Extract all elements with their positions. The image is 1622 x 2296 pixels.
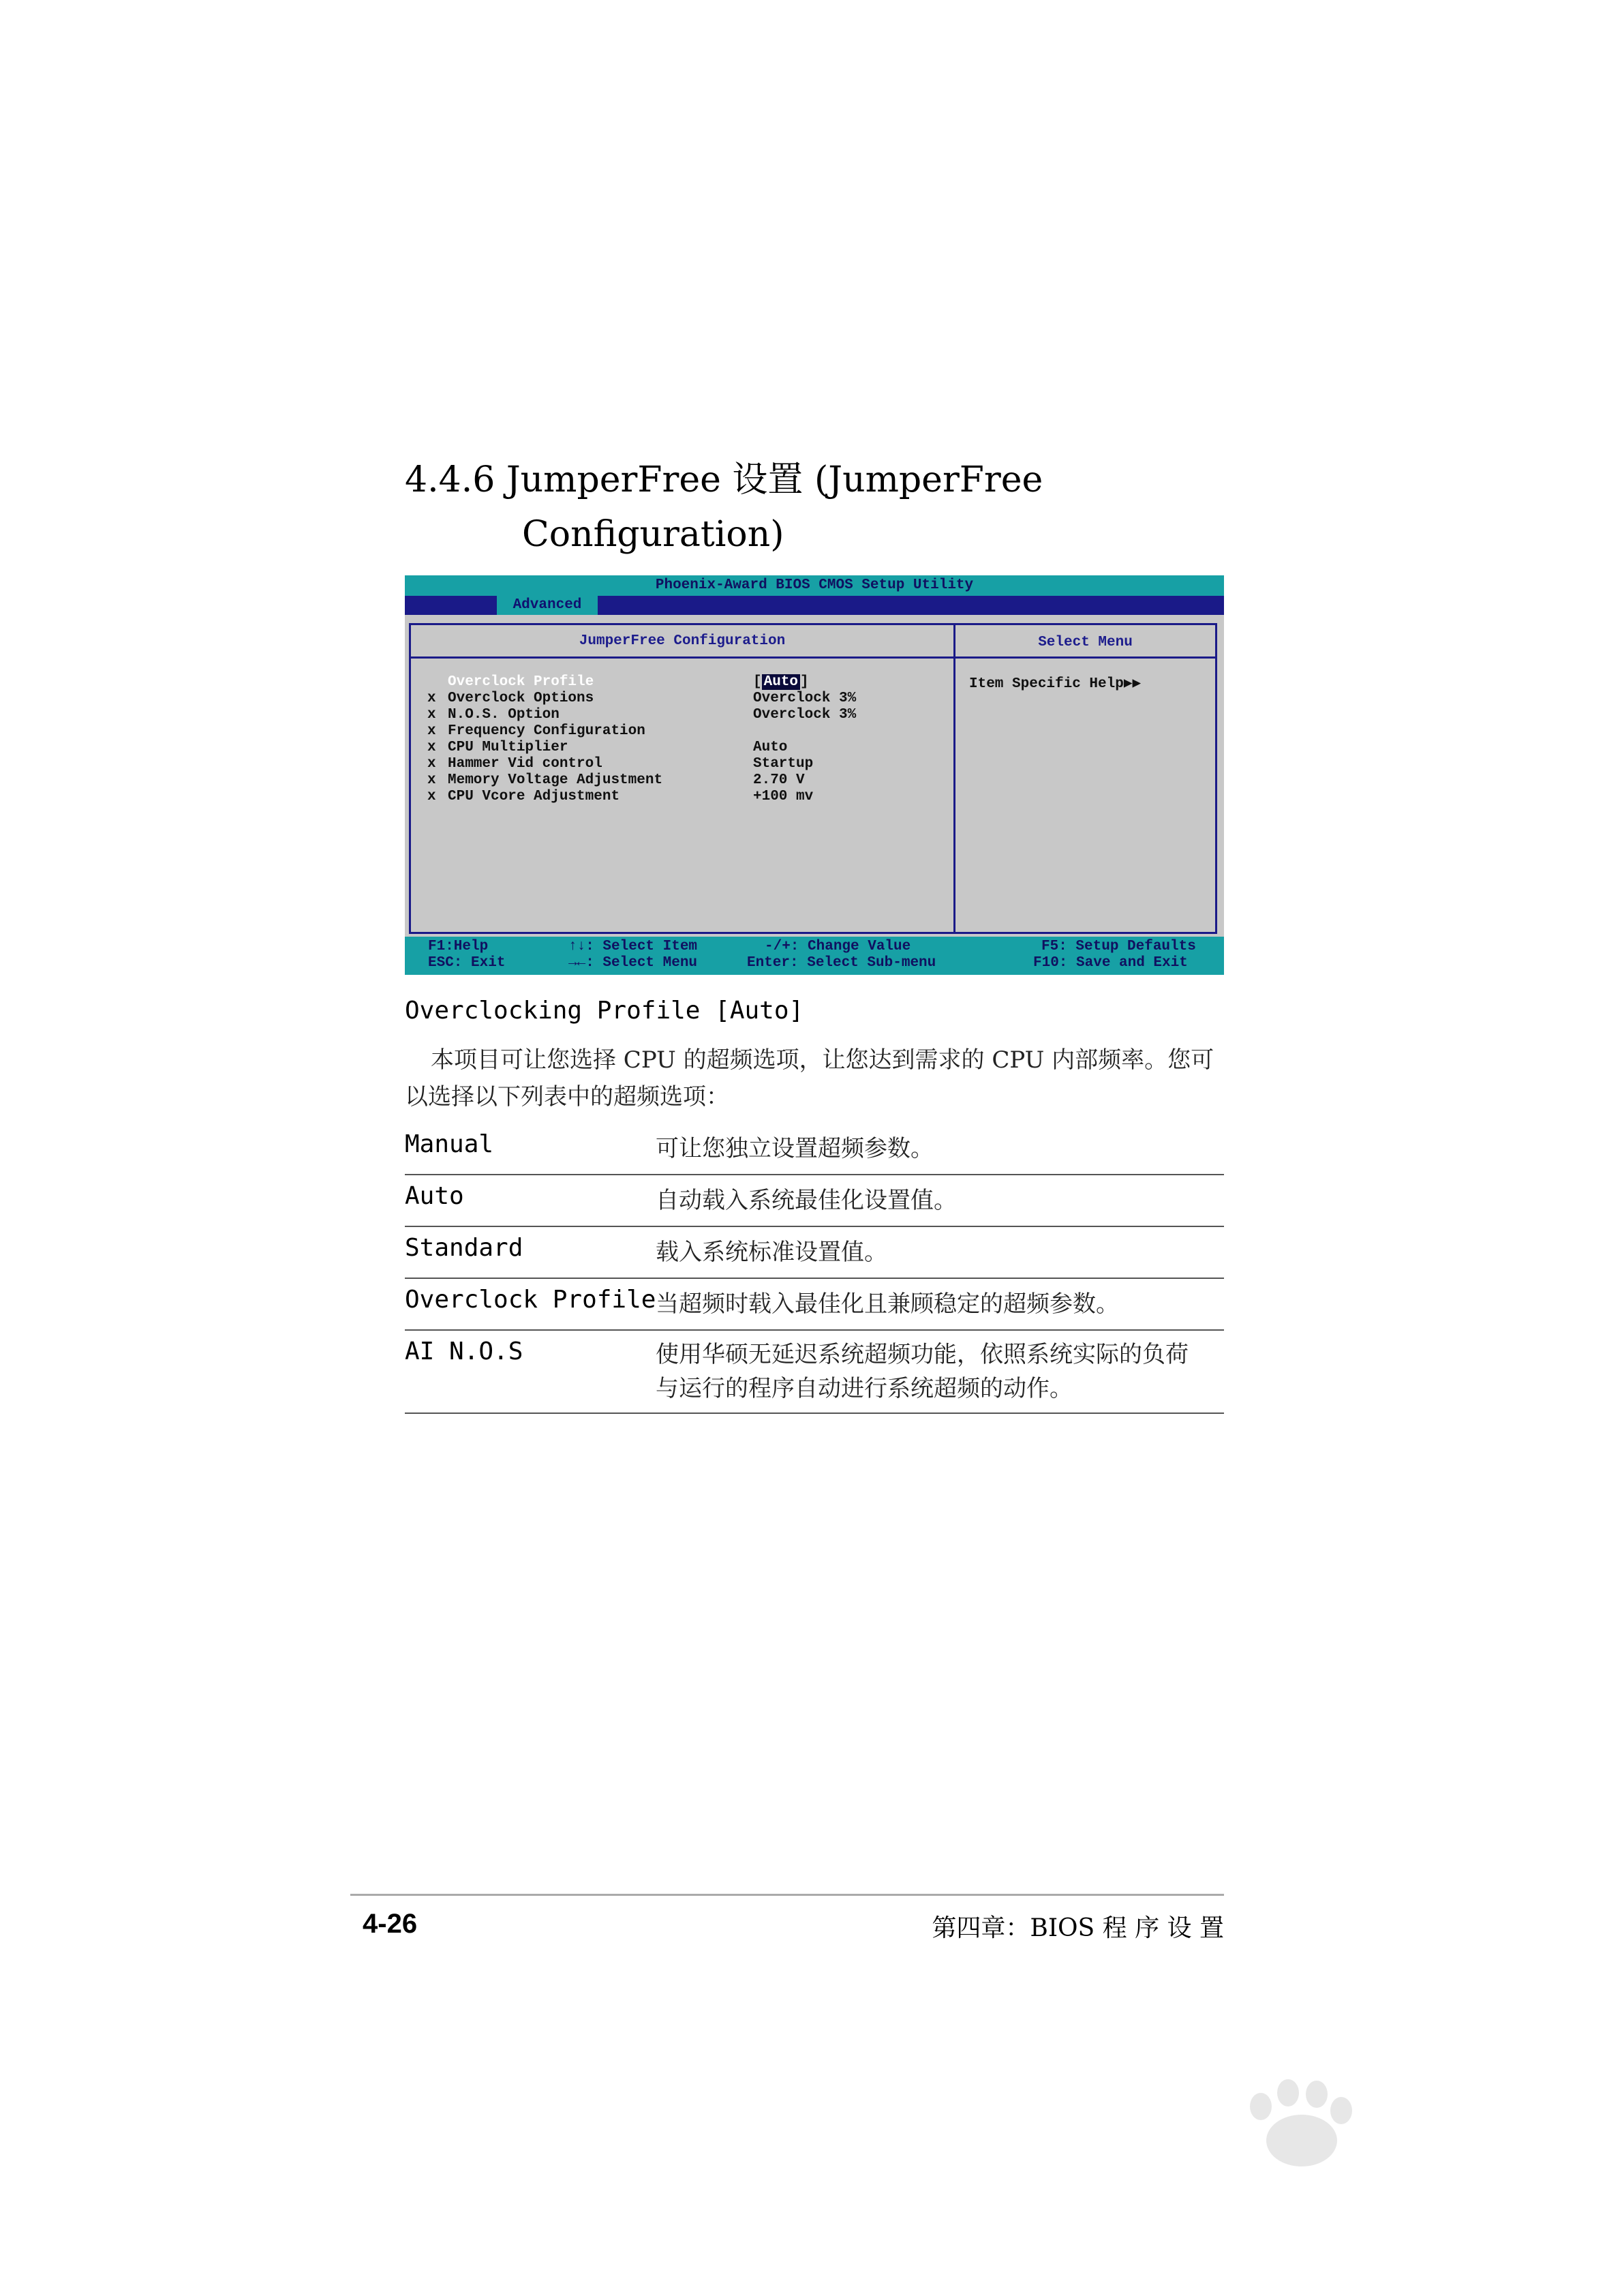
key-change-value: -/+: Change Value [765,939,911,954]
key-f1-help: F1:Help [428,939,489,954]
item-disabled-mark: x [427,756,436,772]
section-title-line2: Configuration) [522,514,784,555]
options-table [405,1123,1224,1414]
option-key: AI N.O.S [405,1338,523,1365]
item-value: Startup [753,756,814,772]
item-disabled-mark: x [427,691,436,706]
help-title: Select Menu [1038,635,1133,650]
item-specific-help: Item Specific Help▶▶ [969,676,1142,692]
option-key: Manual [405,1130,494,1158]
item-label: N.O.S. Option [448,707,560,723]
bios-item-overclock-profile[interactable] [427,674,945,691]
item-label: Hammer Vid control [448,756,602,772]
panel-divider-horizontal [411,656,1215,659]
key-enter-submenu: Enter: Select Sub-menu [747,955,936,971]
item-value: 2.70 V [753,772,805,788]
item-label: Overclock Options [448,691,594,706]
bios-panel [409,623,1217,934]
option-row-overclock-profile [405,1279,1224,1331]
item-disabled-mark: x [427,740,436,755]
item-label: Overclock Profile [448,674,594,690]
bios-item-list [427,674,945,805]
option-key: Standard [405,1234,523,1262]
option-row-standard [405,1227,1224,1279]
bios-item-overclock-options [427,691,945,707]
item-value: Overclock 3% [753,691,857,706]
key-select-menu: →←: Select Menu [568,955,698,971]
bios-tab-bar [405,596,1224,615]
bios-key-legend [405,937,1224,975]
chapter-title: 第四章：BIOS 程 序 设 置 [932,1914,1224,1942]
tab-advanced[interactable]: Advanced [497,596,598,615]
bios-item-hammer-vid-control [427,756,945,772]
subheading: Overclocking Profile [Auto] [405,997,804,1025]
key-f10-save-exit: F10: Save and Exit [1033,955,1188,971]
item-label: Frequency Configuration [448,723,645,739]
key-esc-exit: ESC: Exit [428,955,506,971]
key-f5-defaults: F5: Setup Defaults [1041,939,1196,954]
bios-item-cpu-vcore [427,789,945,805]
item-value-text: Auto [762,674,800,690]
item-value: Overclock 3% [753,707,857,723]
option-row-ai-nos [405,1331,1224,1414]
item-disabled-mark: x [427,707,436,723]
section-title-line1: 4.4.6 JumperFree 设置 (JumperFree [405,459,1043,500]
option-row-manual [405,1123,1224,1175]
bios-item-frequency-configuration [427,723,945,740]
bios-screenshot [405,575,1224,975]
bios-item-nos-option [427,707,945,723]
option-desc: 载入系统标准设置值。 [656,1239,887,1266]
option-desc: 可让您独立设置超频参数。 [656,1135,934,1162]
item-label: CPU Vcore Adjustment [448,789,620,804]
item-value: +100 mv [753,789,814,804]
option-desc: 当超频时载入最佳化且兼顾稳定的超频参数。 [656,1290,1119,1318]
option-row-auto [405,1175,1224,1227]
item-disabled-mark: x [427,789,436,804]
item-disabled-mark: x [427,772,436,788]
item-label: CPU Multiplier [448,740,568,755]
section-title [405,453,1291,562]
option-desc: 自动载入系统最佳化设置值。 [656,1187,957,1214]
panel-divider-vertical [953,625,955,932]
bios-item-memory-voltage [427,772,945,789]
item-value: [ Auto ] [753,674,809,690]
page-number: 4-26 [363,1909,418,1939]
bios-item-cpu-multiplier [427,740,945,756]
key-select-item: ↑↓: Select Item [568,939,698,954]
item-label: Memory Voltage Adjustment [448,772,663,788]
option-desc: 使用华硕无延迟系统超频功能，依照系统实际的负荷与运行的程序自动进行系统超频的动作。 [656,1341,1189,1402]
panel-title: JumperFree Configuration [579,633,786,649]
item-value: Auto [753,740,788,755]
description-paragraph: 本项目可让您选择 CPU 的超频选项，让您达到需求的 CPU 内部频率。您可以选择以下列表中的超频选项： [405,1046,1214,1111]
option-key: Auto [405,1182,464,1210]
option-key: Overclock Profile [405,1286,656,1314]
item-disabled-mark: x [427,723,436,739]
baidu-watermark-logo [1159,2066,1540,2250]
bios-utility-title: Phoenix-Award BIOS CMOS Setup Utility [405,575,1224,596]
footer-rule [350,1894,1224,1896]
